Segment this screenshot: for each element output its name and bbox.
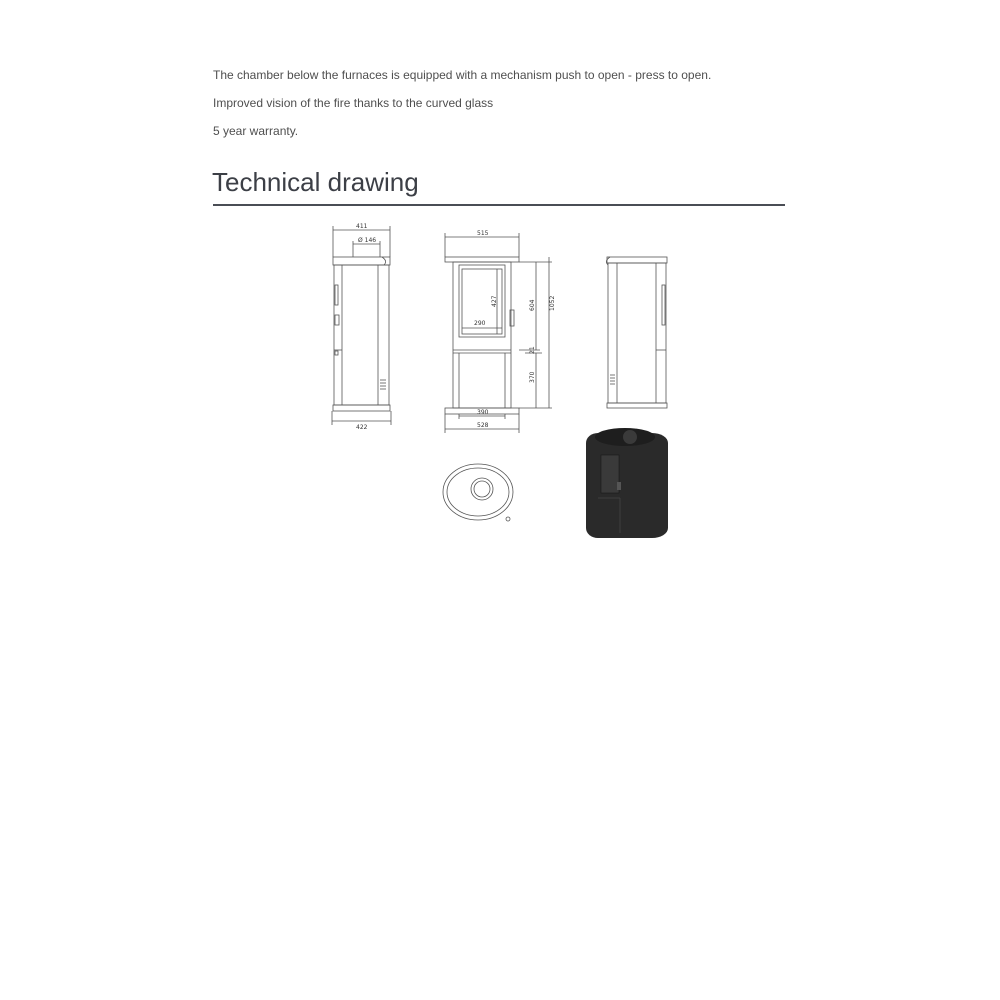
section-title-technical-drawing: Technical drawing xyxy=(212,167,419,197)
technical-drawing xyxy=(320,215,680,545)
dim-door-height: 604 xyxy=(529,299,536,311)
feature-push-to-open: The chamber below the furnaces is equipped with a mechanism push to open - press to open. xyxy=(213,68,712,82)
dim-base-width: 528 xyxy=(477,422,489,429)
dim-lower-height: 370 xyxy=(529,371,536,383)
feature-curved-glass: Improved vision of the fire thanks to the curved glass xyxy=(213,96,494,110)
side-view xyxy=(332,226,391,425)
dim-total-height: 1052 xyxy=(549,295,556,311)
dim-glass-height: 427 xyxy=(491,295,498,307)
dim-gap: 21 xyxy=(529,346,536,354)
dim-flue-diameter: Ø 146 xyxy=(358,237,377,244)
feature-warranty: 5 year warranty. xyxy=(213,124,299,138)
top-view xyxy=(443,464,513,521)
section-divider xyxy=(213,204,785,206)
dim-base-inner: 390 xyxy=(477,409,489,416)
dim-front-top-width: 515 xyxy=(477,230,489,237)
front-view xyxy=(445,233,552,433)
dim-side-top-width: 411 xyxy=(356,223,368,230)
stove-3d-render xyxy=(586,428,668,538)
dim-side-bottom-width: 422 xyxy=(356,424,368,431)
side-view-right xyxy=(606,257,667,408)
technical-drawing-svg xyxy=(320,215,680,545)
dim-glass-width: 290 xyxy=(474,320,486,327)
